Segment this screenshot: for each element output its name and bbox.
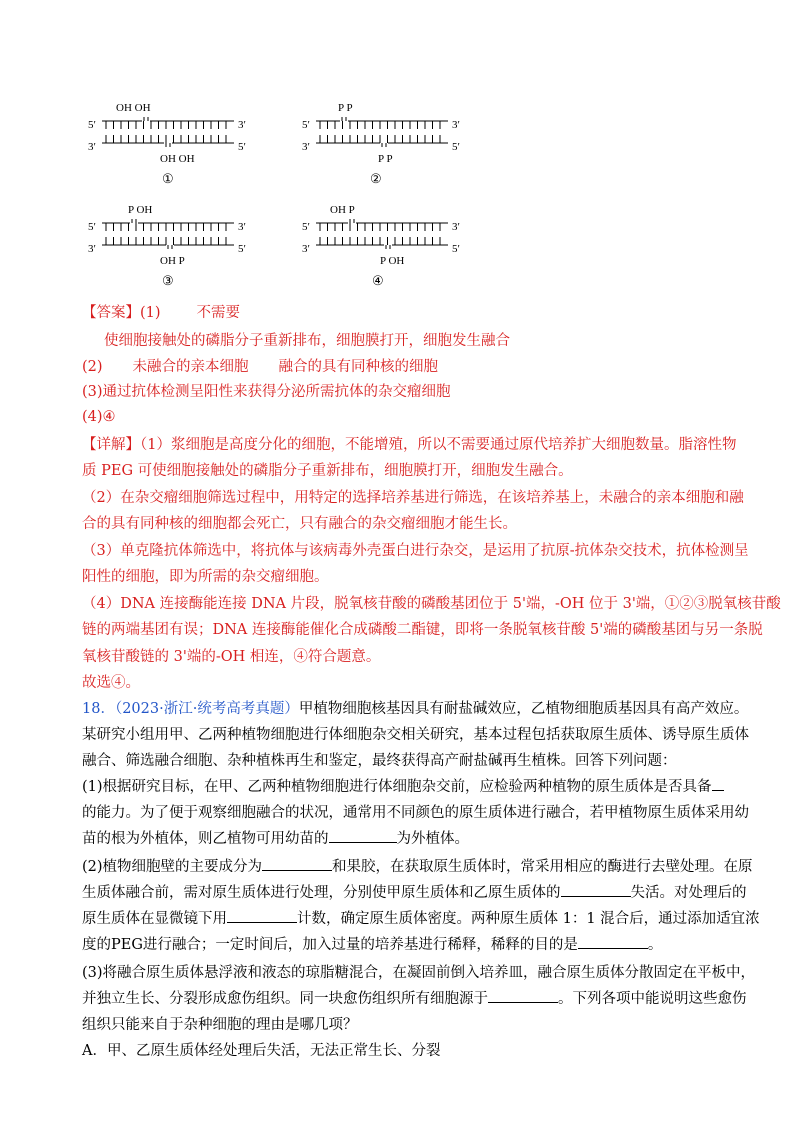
- q18-source: （2023·浙江·统考高考真题）: [114, 701, 299, 717]
- q18-q2-line-4: [82, 934, 662, 956]
- explain-line-4: 合的具有同种核的细胞都会死亡，只有融合的杂交瘤细胞才能生长。: [82, 516, 517, 532]
- q18-q2-line-1: [82, 856, 753, 878]
- answer-2-number: (2): [82, 359, 103, 375]
- explain-line-2: 质 PEG 可使细胞接触处的磷脂分子重新排布，细胞膜打开，细胞发生融合。: [82, 463, 573, 479]
- q18-q2-line-2: [82, 882, 747, 904]
- dna-diagrams: [80, 95, 480, 290]
- q2-blank-3[interactable]: [227, 908, 297, 923]
- fig2-top-label: P P: [338, 102, 353, 114]
- fig2-caption: ②: [370, 171, 382, 186]
- q2-blank-2[interactable]: [561, 882, 631, 897]
- fig3-bottom-3prime: 3′: [88, 243, 96, 255]
- q2-text-1a: (2)植物细胞壁的主要成分为: [82, 859, 263, 875]
- q18-option-a: A．甲、乙原生质体经处理后失活，无法正常生长、分裂: [82, 1043, 441, 1059]
- fig3-bottom-label: OH P: [160, 255, 185, 267]
- q2-text-2b: 失活。对处理后的: [630, 885, 747, 901]
- fig4-top-5prime: 5′: [302, 221, 310, 233]
- explain-line-3: （2）在杂交瘤细胞筛选过程中，用特定的选择培养基进行筛选，在该培养基上，未融合的亲本细胞和融: [82, 490, 744, 506]
- q2-text-3b: 计数，确定原生质体密度。两种原生质体 1：1 混合后，通过添加适宜浓: [297, 911, 760, 927]
- q2-text-4a: 度的PEG进行融合；一定时间后，加入过量的培养基进行稀释，稀释的目的是: [82, 937, 578, 953]
- explain-tag: 【详解】: [82, 437, 140, 453]
- fig4-base-pairs: [320, 223, 440, 245]
- explain-line-9: 氧核苷酸链的 3'端的-OH 相连，④符合题意。: [82, 649, 381, 665]
- q18-q2-line-3: [82, 908, 760, 930]
- fig4-bottom-3prime: 3′: [302, 243, 310, 255]
- q18-stem-1: 甲植物细胞核基因具有耐盐碱效应，乙植物细胞质基因具有高产效应。: [298, 701, 749, 717]
- fig1-bottom-label: OH OH: [160, 153, 195, 165]
- fig1-top-label: OH OH: [116, 102, 151, 114]
- q18-q1-line-2: 的能力。为了便于观察细胞融合的状况，通常用不同颜色的原生质体进行融合，若甲植物原生质体采用幼: [82, 805, 749, 821]
- fig2-base-pairs: [320, 121, 440, 143]
- q2-text-1b: 和果胶，在获取原生质体时，常采用相应的酶进行去壁处理。在原: [332, 859, 753, 875]
- fig3-base-pairs: [106, 223, 226, 245]
- fig3-top-5prime: 5′: [88, 221, 96, 233]
- explain-line-5: （3）单克隆抗体筛选中，将抗体与该病毒外壳蛋白进行杂交，是运用了抗原-抗体杂交技术，抗体检测呈: [82, 543, 749, 559]
- fig1-top-5prime: 5′: [88, 119, 96, 131]
- dna-figures: [80, 95, 480, 290]
- fig1-bottom-5prime: 5′: [238, 141, 246, 153]
- fig4-bottom-5prime: 5′: [452, 243, 460, 255]
- answer-line-2: [82, 356, 438, 378]
- fig3-caption: ③: [162, 273, 174, 288]
- fig2-top-5prime: 5′: [302, 119, 310, 131]
- q18-q1-line-1: [82, 776, 724, 798]
- q3-text-2a: 并独立生长、分裂形成愈伤组织。同一块愈伤组织所有细胞源于: [82, 991, 488, 1007]
- q1-blank-1[interactable]: [712, 776, 724, 791]
- fig3-top-3prime: 3′: [238, 221, 246, 233]
- figure-4: [302, 204, 460, 288]
- explain-conclusion: 故选④。: [82, 675, 140, 691]
- q2-blank-4[interactable]: [578, 934, 648, 949]
- explain-1a: （1）浆细胞是高度分化的细胞，不能增殖，所以不需要通过原代培养扩大细胞数量。脂溶性物: [140, 437, 737, 453]
- q18-q3-line-1: (3)将融合原生质体悬浮液和液态的琼脂糖混合，在凝固前倒入培养皿，融合原生质体分散固定在平板中，: [82, 965, 756, 981]
- fig2-top-3prime: 3′: [452, 119, 460, 131]
- explain-line-7: （4）DNA 连接酶能连接 DNA 片段，脱氧核苷酸的磷酸基团位于 5'端，-OH 位于 3'端，①②③脱氧核苷酸: [82, 596, 781, 612]
- q2-text-2a: 生质体融合前，需对原生质体进行处理，分别使甲原生质体和乙原生质体的: [82, 885, 561, 901]
- fig4-top-3prime: 3′: [452, 221, 460, 233]
- answer-1-number: (1): [140, 305, 161, 321]
- q1-text-3a: 苗的根为外植体，则乙植物可用幼苗的: [82, 831, 329, 847]
- q1-text-3b: 为外植体。: [396, 831, 469, 847]
- q1-blank-2[interactable]: [329, 828, 397, 843]
- q2-text-4b: 。: [647, 937, 663, 953]
- answer-line-1: [82, 302, 240, 324]
- q18-q3-line-3: 组织只能来自于杂种细胞的理由是哪几项？: [82, 1017, 358, 1033]
- q18-stem-2: 某研究小组用甲、乙两种植物细胞进行体细胞杂交相关研究，基本过程包括获取原生质体、诱导原生质体: [82, 727, 749, 743]
- answer-tag: 【答案】: [82, 305, 140, 321]
- answer-1-text: 不需要: [196, 305, 241, 321]
- answer-4: (4)④: [82, 409, 116, 425]
- fig4-caption: ④: [372, 273, 384, 288]
- q3-blank-1[interactable]: [488, 988, 558, 1003]
- answer-1-line-2: 使细胞接触处的磷脂分子重新排布，细胞膜打开，细胞发生融合: [104, 333, 510, 349]
- figure-2: [302, 102, 460, 186]
- fig2-bottom-label: P P: [378, 153, 393, 165]
- fig3-bottom-5prime: 5′: [238, 243, 246, 255]
- fig1-bottom-3prime: 3′: [88, 141, 96, 153]
- explain-line-8: 链的两端基团有误；DNA 连接酶能催化合成磷酸二酯键，即将一条脱氧核苷酸 5'端的磷酸基团与另一条脱: [82, 622, 763, 638]
- fig2-bottom-5prime: 5′: [452, 141, 460, 153]
- fig4-top-label: OH P: [330, 204, 355, 216]
- explain-line-6: 阳性的细胞，即为所需的杂交瘤细胞。: [82, 569, 329, 585]
- figure-1: [88, 102, 246, 186]
- fig1-caption: ①: [162, 171, 174, 186]
- q3-text-2b: 。下列各项中能说明这些愈伤: [558, 991, 747, 1007]
- q18-number: 18．: [82, 701, 115, 717]
- q18-q1-line-3: [82, 828, 469, 850]
- figure-3: [88, 204, 246, 288]
- fig4-bottom-label: P OH: [380, 255, 405, 267]
- q18-stem-3: 融合、筛选融合细胞、杂种植株再生和鉴定，最终获得高产耐盐碱再生植株。回答下列问题：: [82, 753, 677, 769]
- q2-text-3a: 原生质体在显微镜下用: [82, 911, 227, 927]
- explain-line-1: [82, 434, 736, 456]
- q18-q3-line-2: [82, 988, 747, 1010]
- fig2-bottom-3prime: 3′: [302, 141, 310, 153]
- answer-3: (3)通过抗体检测呈阳性来获得分泌所需抗体的杂交瘤细胞: [82, 384, 451, 400]
- q2-blank-1[interactable]: [262, 856, 332, 871]
- fig1-base-pairs: [106, 121, 226, 143]
- answer-2-a: 未融合的亲本细胞: [132, 359, 249, 375]
- q18-line-1: [82, 698, 748, 720]
- q1-text-1: (1)根据研究目标，在甲、乙两种植物细胞进行体细胞杂交前，应检验两种植物的原生质体是否具备: [82, 779, 712, 795]
- fig1-top-3prime: 3′: [238, 119, 246, 131]
- answer-2-b: 融合的具有同种核的细胞: [278, 359, 439, 375]
- fig3-top-label: P OH: [128, 204, 153, 216]
